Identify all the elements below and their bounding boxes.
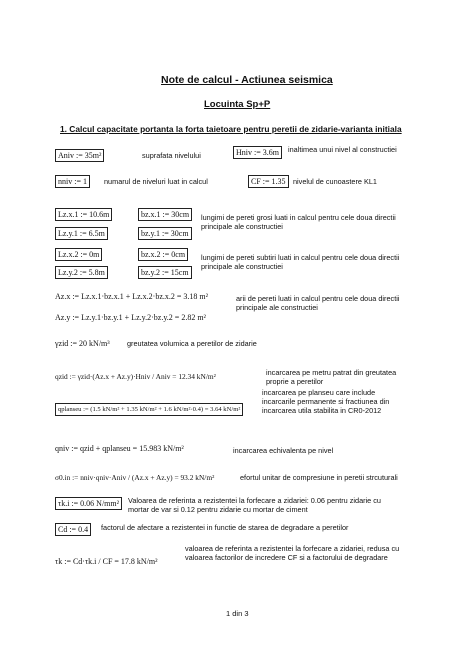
tauk-description: valoarea de referinta a rezistentei la forfecare a zidariei, redusa cu valoarea factorilor de incredere CF si a factorului de degradare [185, 544, 400, 562]
bzy2-input: bz.y.2 := 15cm [138, 266, 192, 279]
bzx1-input: bz.x.1 := 30cm [138, 208, 192, 221]
lzx1-input: Lz.x.1 := 10.6m [55, 208, 112, 221]
cf-description: nivelul de cunoastere KL1 [293, 177, 377, 186]
bzy1-input: bz.y.1 := 30cm [138, 227, 192, 240]
bzx2-input: bz.x.2 := 0cm [138, 248, 188, 261]
qzid-formula: qzid := γzid·(Az.x + Az.y)·Hniv / Aniv = 12.34 kN/m² [55, 372, 216, 381]
qzid-description: incarcarea pe metru patrat din greutatea proprie a peretilor [266, 368, 397, 386]
tauki-input: τk.i := 0.06 N/mm² [55, 497, 122, 510]
hniv-description: inaltimea unui nivel al constructiei [288, 145, 397, 154]
sigma-formula: σ0.in := nniv·qniv·Aniv / (Az.x + Az.y) = 93.2 kN/m² [55, 473, 215, 482]
cf-input: CF := 1.35 [248, 175, 289, 188]
tauk-formula: τk := Cd·τk.i / CF = 17.8 kN/m² [55, 557, 158, 566]
tauki-description: Valoarea de referinta a rezistentei la forfecare a zidariei: 0.06 pentru zidarie cu mortar de var si 0.12 pentru zidarie cu mortar de ciment [128, 496, 381, 514]
nniv-description: numarul de niveluri luat in calcul [104, 177, 208, 186]
qplanseu-description: incarcarea pe planseu care include incarcarile permanente si fractiunea din incarcarea utila stabilita in CR0-2012 [262, 388, 390, 415]
qniv-formula: qniv := qzid + qplanseu = 15.983 kN/m² [55, 444, 184, 453]
page-number: 1 din 3 [226, 609, 249, 618]
section-heading: 1. Calcul capacitate portanta la forta taietoare pentru peretii de zidarie-varianta initiala [60, 124, 402, 134]
lzx2-input: Lz.x.2 := 0m [55, 248, 102, 261]
lzy1-input: Lz.y.1 := 6.5m [55, 227, 108, 240]
azy-formula: Az.y := Lz.y.1·bz.y.1 + Lz.y.2·bz.y.2 = 2.82 m² [55, 313, 206, 322]
qniv-description: incarcarea echivalenta pe nivel [233, 446, 334, 455]
cd-description: factorul de afectare a rezistentei in functie de starea de degradare a peretilor [101, 523, 349, 532]
document-subtitle: Locuinta Sp+P [204, 99, 271, 110]
document-title: Note de calcul - Actiunea seismica [161, 74, 333, 86]
azx-formula: Az.x := Lz.x.1·bz.x.1 + Lz.x.2·bz.x.2 = 3.18 m² [55, 292, 209, 301]
cd-input: Cd := 0.4 [55, 523, 91, 536]
aniv-description: suprafata nivelului [142, 151, 201, 160]
gamma-formula: γzid := 20 kN/m³ [55, 339, 110, 348]
aniv-input: Aniv := 35m² [55, 149, 104, 162]
thick-walls-description: lungimi de pereti grosi luati in calcul pentru cele doua directii principale ale constructiei [201, 213, 396, 231]
areas-description: arii de pereti luati in calcul pentru cele doua directii principale ale constructiei [236, 294, 400, 312]
sigma-description: efortul unitar de compresiune in peretii strcuturali [240, 473, 398, 482]
gamma-description: greutatea volumica a peretilor de zidarie [127, 339, 257, 348]
nniv-input: nniv := 1 [55, 175, 90, 188]
lzy2-input: Lz.y.2 := 5.8m [55, 266, 108, 279]
thin-walls-description: lungimi de pereti subtiri luati in calcul pentru cele doua directii principale ale constructiei [201, 253, 400, 271]
hniv-input: Hniv := 3.6m [233, 146, 282, 159]
qplanseu-input: qplanseu := (1.5 kN/m² + 1.35 kN/m² + 1.6 kN/m²·0.4) = 3.64 kN/m² [55, 403, 243, 416]
